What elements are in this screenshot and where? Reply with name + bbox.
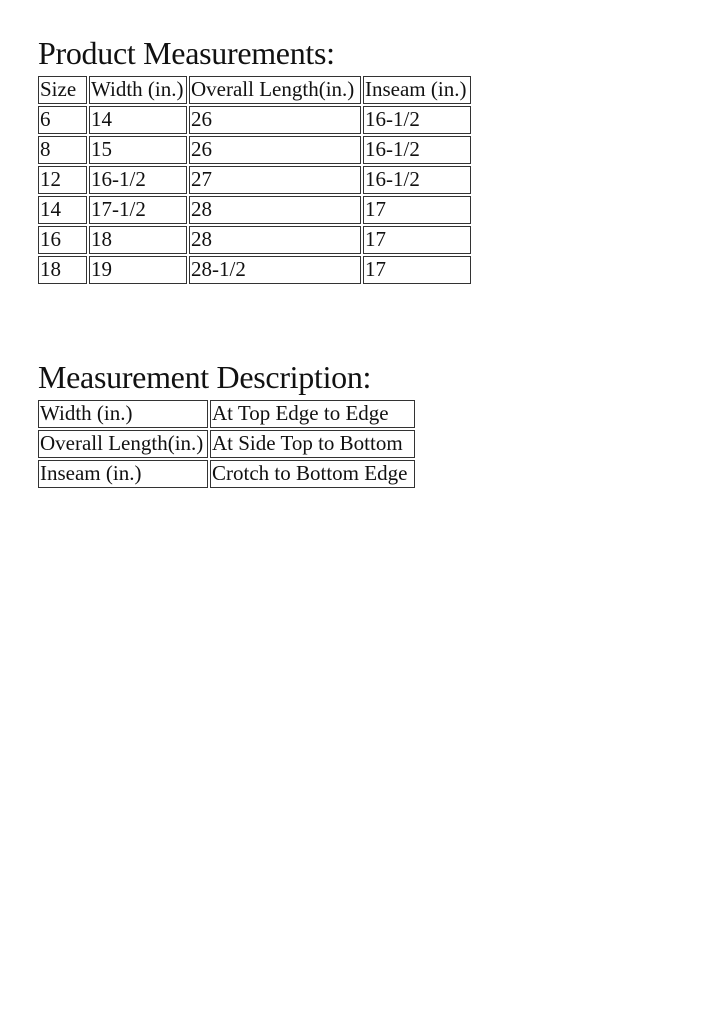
cell-size: 16	[38, 226, 87, 254]
cell-overall-length: 28	[189, 196, 361, 224]
header-overall-length: Overall Length(in.)	[189, 76, 361, 104]
cell-width: 19	[89, 256, 187, 284]
header-size: Size	[38, 76, 87, 104]
cell-inseam: 16-1/2	[363, 136, 471, 164]
product-measurements-title: Product Measurements:	[38, 35, 335, 71]
measurement-description-title: Measurement Description:	[38, 359, 372, 395]
table-row	[38, 226, 471, 254]
cell-size: 14	[38, 196, 87, 224]
measurement-description-section	[38, 360, 417, 490]
cell-measurement-definition: Crotch to Bottom Edge	[210, 460, 415, 488]
measurements-table	[36, 74, 473, 286]
cell-overall-length: 26	[189, 136, 361, 164]
table-row	[38, 136, 471, 164]
table-row	[38, 430, 415, 458]
table-row	[38, 460, 415, 488]
cell-size: 18	[38, 256, 87, 284]
cell-width: 18	[89, 226, 187, 254]
cell-overall-length: 26	[189, 106, 361, 134]
cell-overall-length: 27	[189, 166, 361, 194]
cell-inseam: 16-1/2	[363, 106, 471, 134]
cell-inseam: 17	[363, 226, 471, 254]
cell-width: 15	[89, 136, 187, 164]
header-inseam: Inseam (in.)	[363, 76, 471, 104]
cell-measurement-name: Inseam (in.)	[38, 460, 208, 488]
cell-inseam: 17	[363, 256, 471, 284]
product-measurements-section	[38, 36, 473, 286]
cell-size: 6	[38, 106, 87, 134]
table-row	[38, 256, 471, 284]
table-row	[38, 400, 415, 428]
cell-width: 17-1/2	[89, 196, 187, 224]
cell-measurement-name: Overall Length(in.)	[38, 430, 208, 458]
cell-size: 12	[38, 166, 87, 194]
cell-inseam: 16-1/2	[363, 166, 471, 194]
cell-overall-length: 28	[189, 226, 361, 254]
cell-size: 8	[38, 136, 87, 164]
cell-width: 14	[89, 106, 187, 134]
table-row	[38, 166, 471, 194]
table-row	[38, 106, 471, 134]
cell-measurement-definition: At Top Edge to Edge	[210, 400, 415, 428]
table-row	[38, 196, 471, 224]
cell-inseam: 17	[363, 196, 471, 224]
header-width: Width (in.)	[89, 76, 187, 104]
description-table	[36, 398, 417, 490]
cell-measurement-definition: At Side Top to Bottom	[210, 430, 415, 458]
cell-overall-length: 28-1/2	[189, 256, 361, 284]
cell-measurement-name: Width (in.)	[38, 400, 208, 428]
table-header-row	[38, 76, 471, 104]
cell-width: 16-1/2	[89, 166, 187, 194]
